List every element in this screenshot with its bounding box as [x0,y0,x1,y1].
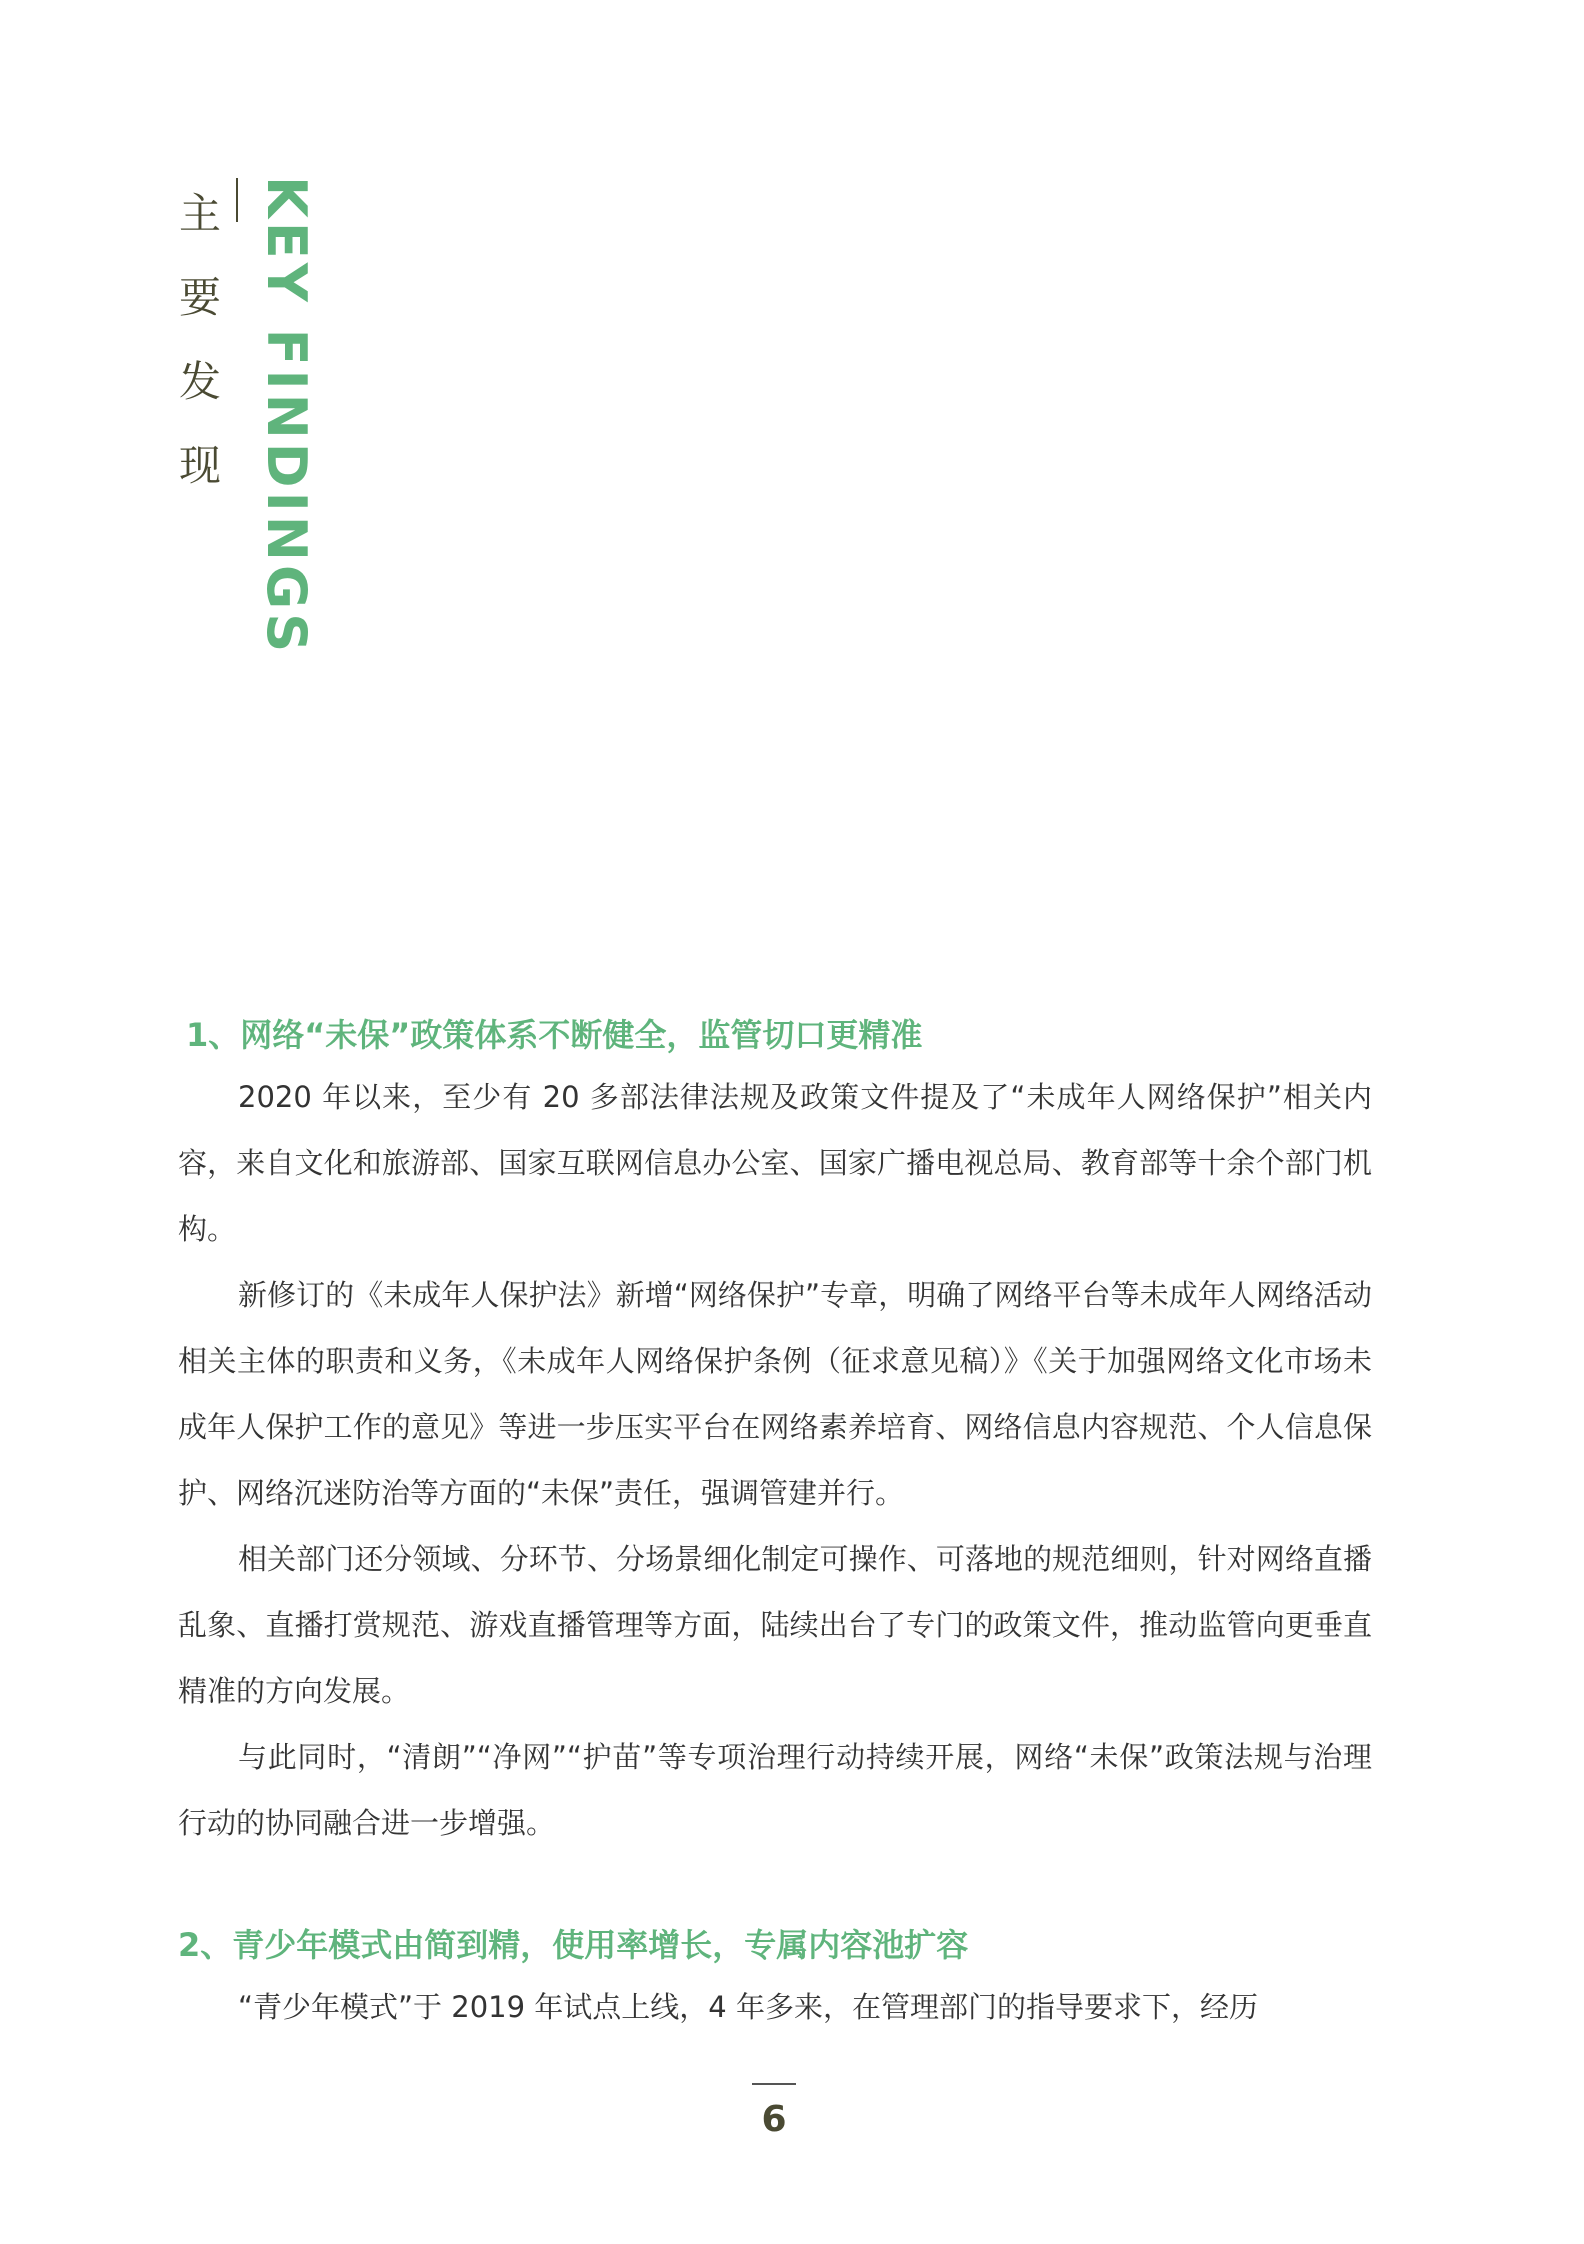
footer-divider [752,2083,796,2085]
title-cn-char-3: 发 [178,357,221,406]
main-content [178,1006,1372,2040]
vertical-title-cn [176,172,224,508]
section-1-heading: 1、网络“未保”政策体系不断健全，监管切口更精准 [186,1016,923,1054]
title-divider [236,178,238,222]
title-cn-char-1: 主 [178,189,221,238]
title-cn-char-4: 现 [178,441,221,490]
section-1-paragraph-2: 新修订的《未成年人保护法》新增“网络保护”专章，明确了网络平台等未成年人网络活动相关主体的职责和义务，《未成年人网络保护条例（征求意见稿）》《关于加强网络文化市场未成年人保护工作的意见》等进一步压实平台在网络素养培育、网络信息内容规范、个人信息保护、网络沉迷防治等方面的“未保”责任，强调管建并行。 [178,1278,1372,1510]
title-cn-char-2: 要 [178,273,221,322]
section-1-paragraph-3: 相关部门还分领域、分环节、分场景细化制定可操作、可落地的规范细则，针对网络直播乱象、直播打赏规范、游戏直播管理等方面，陆续出台了专门的政策文件，推动监管向更垂直精准的方向发展。 [178,1542,1372,1708]
section-2-paragraph-1: “青少年模式”于 2019 年试点上线，4 年多来，在管理部门的指导要求下，经历 [238,1990,1258,2024]
vertical-title-en: KEY FINDINGS [255,176,318,657]
page-number: 6 [761,2099,787,2140]
section-2-heading: 2、青少年模式由简到精，使用率增长，专属内容池扩容 [178,1926,969,1964]
section-1-paragraph-1: 2020 年以来，至少有 20 多部法律法规及政策文件提及了“未成年人网络保护”相关内容，来自文化和旅游部、国家互联网信息办公室、国家广播电视总局、教育部等十余个部门机构。 [178,1080,1372,1246]
section-1-paragraph-4: 与此同时，“清朗”“净网”“护苗”等专项治理行动持续开展，网络“未保”政策法规与治理行动的协同融合进一步增强。 [178,1740,1372,1840]
